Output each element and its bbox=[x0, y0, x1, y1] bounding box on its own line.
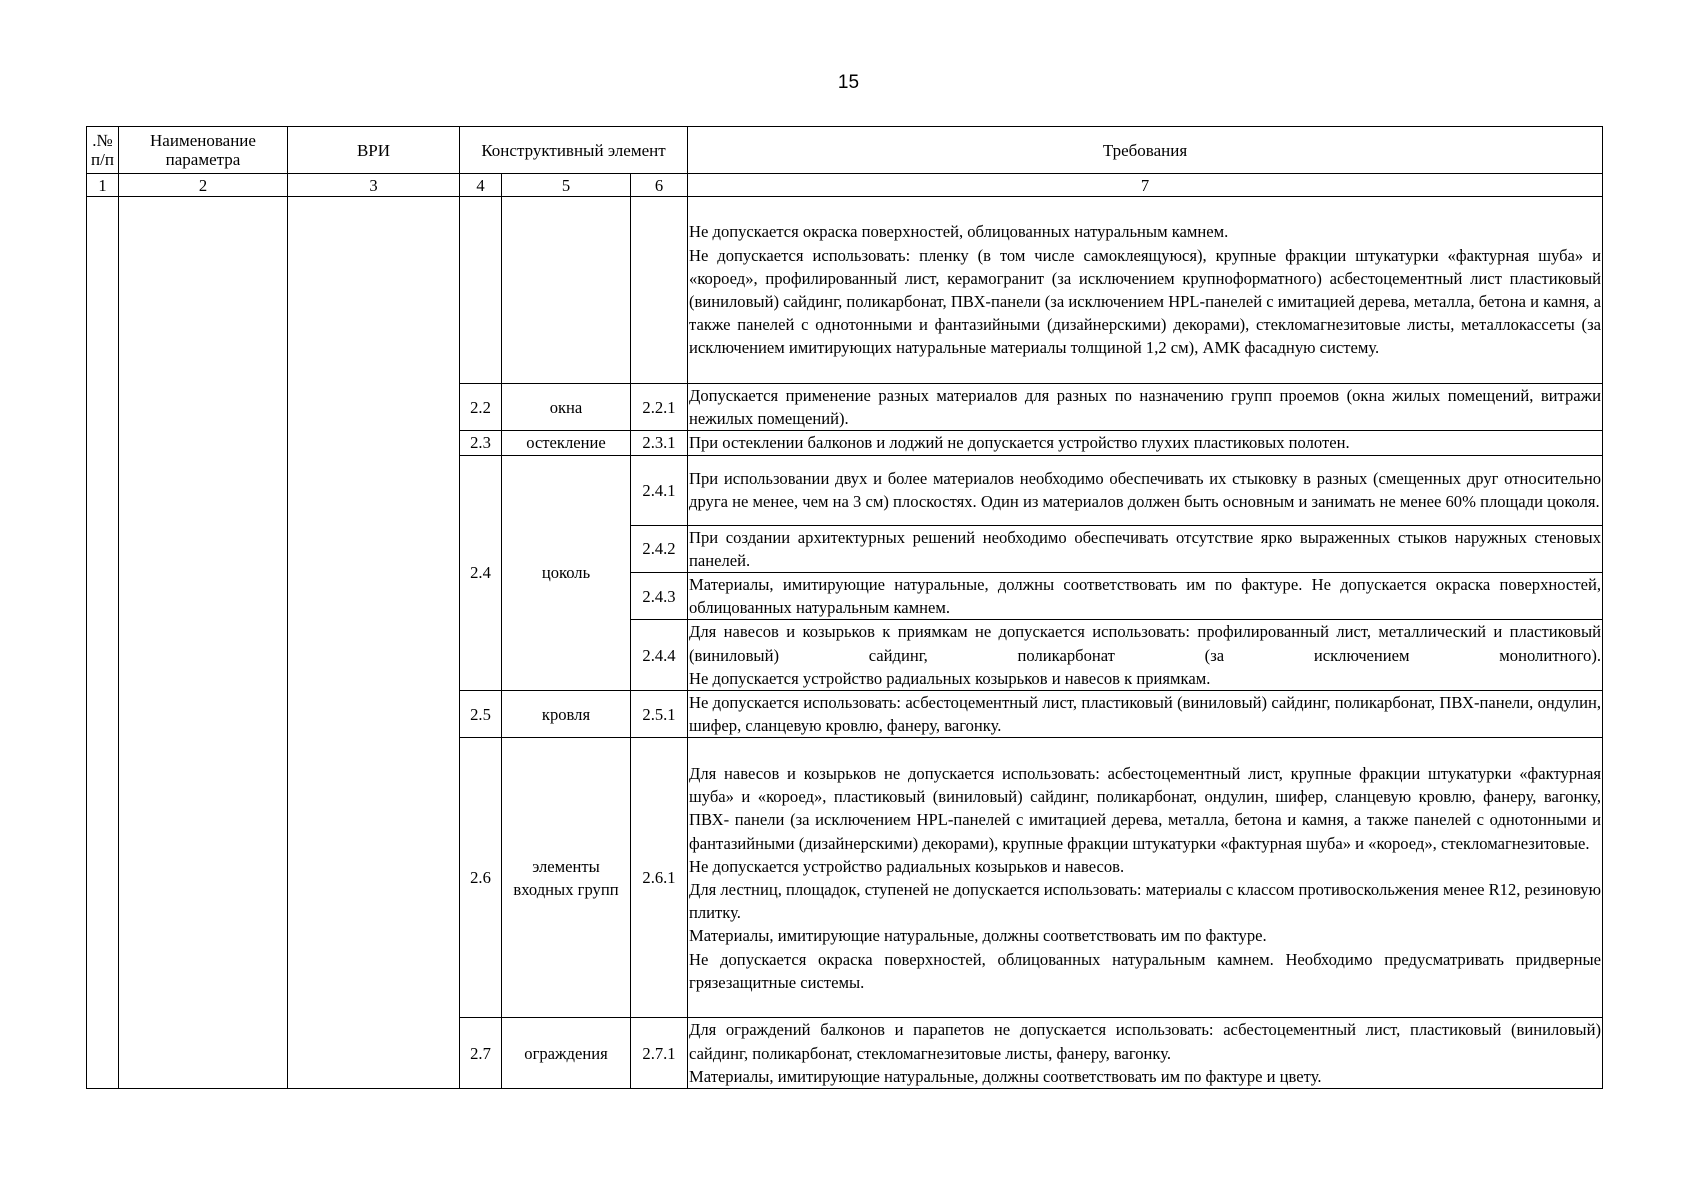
sub-code: 2.4.2 bbox=[631, 525, 688, 572]
element-code-cell bbox=[460, 197, 502, 384]
parameter-cell bbox=[119, 197, 288, 1089]
number-cell bbox=[87, 197, 119, 1089]
requirement-text: Не допускается использовать: асбестоцементный лист, пластиковый (виниловый) сайдинг, поликарбонат, ПВХ-панели, ондулин, шифер, сланцевую кровлю, фанеру, вагонку. bbox=[688, 691, 1603, 738]
sub-code: 2.4.3 bbox=[631, 573, 688, 620]
sub-code: 2.4.4 bbox=[631, 620, 688, 691]
header-number: .№ п/п bbox=[87, 127, 119, 174]
sub-code: 2.4.1 bbox=[631, 455, 688, 525]
element-code: 2.4 bbox=[460, 455, 502, 690]
column-number: 5 bbox=[502, 174, 631, 197]
column-number: 2 bbox=[119, 174, 288, 197]
table-header-row bbox=[87, 127, 1603, 174]
element-name: цоколь bbox=[502, 455, 631, 690]
sub-code: 2.2.1 bbox=[631, 384, 688, 431]
requirement-text: Допускается применение разных материалов для разных по назначению групп проемов (окна жилых помещений, витражи нежилых помещений). bbox=[688, 384, 1603, 431]
requirement-text: Не допускается окраска поверхностей, облицованных натуральным камнем. Не допускается использовать: пленку (в том числе самоклеящуюся), крупные фракции штукатурки «фактурная шуба» и «короед», профилированный лист, керамогранит (за исключением крупноформатного) асбестоцементный лист пластиковый (виниловый) сайдинг, поликарбонат, ПВХ-панели (за исключением HPL-панелей с имитацией дерева, металла, бетона и камня, а также панелей с однотонными и фантазийными (дизайнерскими) декорами), стекломагнезитовые листы, металлокассеты (за исключением имитирующих натуральные материалы толщиной 1,2 см), АМК фасадную систему. bbox=[688, 197, 1603, 384]
column-numbers-row bbox=[87, 174, 1603, 197]
element-code: 2.5 bbox=[460, 691, 502, 738]
element-name: окна bbox=[502, 384, 631, 431]
element-code: 2.6 bbox=[460, 738, 502, 1018]
element-name-cell bbox=[502, 197, 631, 384]
header-element: Конструктивный элемент bbox=[460, 127, 688, 174]
requirement-text: Материалы, имитирующие натуральные, должны соответствовать им по фактуре. Не допускается окраска поверхностей, облицованных натуральным камнем. bbox=[688, 573, 1603, 620]
requirement-text: Для навесов и козырьков к приямкам не допускается использовать: профилированный лист, металлический и пластиковый (виниловый) сайдинг, поликарбонат (за исключением монолитного). Не допускается устройство радиальных козырьков и навесов к приямкам. bbox=[688, 620, 1603, 691]
column-number: 7 bbox=[688, 174, 1603, 197]
page-number: 15 bbox=[837, 72, 860, 93]
sub-code: 2.3.1 bbox=[631, 431, 688, 455]
requirement-text: Для навесов и козырьков не допускается использовать: асбестоцементный лист, крупные фракции штукатурки «фактурная шуба» и «короед», пластиковый (виниловый) сайдинг, поликарбонат, ондулин, шифер, сланцевую кровлю, фанеру, вагонку, ПВХ- панели (за исключением HPL-панелей с имитацией дерева, металла, бетона и камня, а также панелей с однотонными и фантазийными (дизайнерскими) декорами), крупные фракции штукатурки «фактурная шуба» и «короед», стекломагнезитовые. Не допускается устройство радиальных козырьков и навесов. Для лестниц, площадок, ступеней не допускается использовать: материалы с классом противоскольжения менее R12, резиновую плитку. Материалы, имитирующие натуральные, должны соответствовать им по фактуре. Не допускается окраска поверхностей, облицованных натуральным камнем. Необходимо предусматривать придверные грязезащитные системы. bbox=[688, 738, 1603, 1018]
element-name: ограждения bbox=[502, 1018, 631, 1089]
column-number: 4 bbox=[460, 174, 502, 197]
element-name: остекление bbox=[502, 431, 631, 455]
column-number: 1 bbox=[87, 174, 119, 197]
requirement-text: При остеклении балконов и лоджий не допускается устройство глухих пластиковых полотен. bbox=[688, 431, 1603, 455]
column-number: 3 bbox=[288, 174, 460, 197]
element-code: 2.2 bbox=[460, 384, 502, 431]
requirement-text: Для ограждений балконов и парапетов не допускается использовать: асбестоцементный лист, пластиковый (виниловый) сайдинг, поликарбонат, стекломагнезитовые листы, фанеру, вагонку. Материалы, имитирующие натуральные, должны соответствовать им по фактуре и цвету. bbox=[688, 1018, 1603, 1089]
sub-code: 2.5.1 bbox=[631, 691, 688, 738]
element-name: кровля bbox=[502, 691, 631, 738]
element-code: 2.7 bbox=[460, 1018, 502, 1089]
header-vri: ВРИ bbox=[288, 127, 460, 174]
element-name: элементы входных групп bbox=[502, 738, 631, 1018]
element-code: 2.3 bbox=[460, 431, 502, 455]
header-parameter: Наименование параметра bbox=[119, 127, 288, 174]
requirements-table bbox=[86, 126, 1603, 1089]
column-number: 6 bbox=[631, 174, 688, 197]
requirement-text: При использовании двух и более материалов необходимо обеспечивать их стыковку в разных (смещенных друг относительно друга не менее, чем на 3 см) плоскостях. Один из материалов должен быть основным и занимать не менее 60% площади цоколя. bbox=[688, 455, 1603, 525]
vri-cell bbox=[288, 197, 460, 1089]
sub-code-cell bbox=[631, 197, 688, 384]
table-row bbox=[87, 197, 1603, 384]
requirement-text: При создании архитектурных решений необходимо обеспечивать отсутствие ярко выраженных стыков наружных стеновых панелей. bbox=[688, 525, 1603, 572]
header-requirements: Требования bbox=[688, 127, 1603, 174]
sub-code: 2.7.1 bbox=[631, 1018, 688, 1089]
sub-code: 2.6.1 bbox=[631, 738, 688, 1018]
